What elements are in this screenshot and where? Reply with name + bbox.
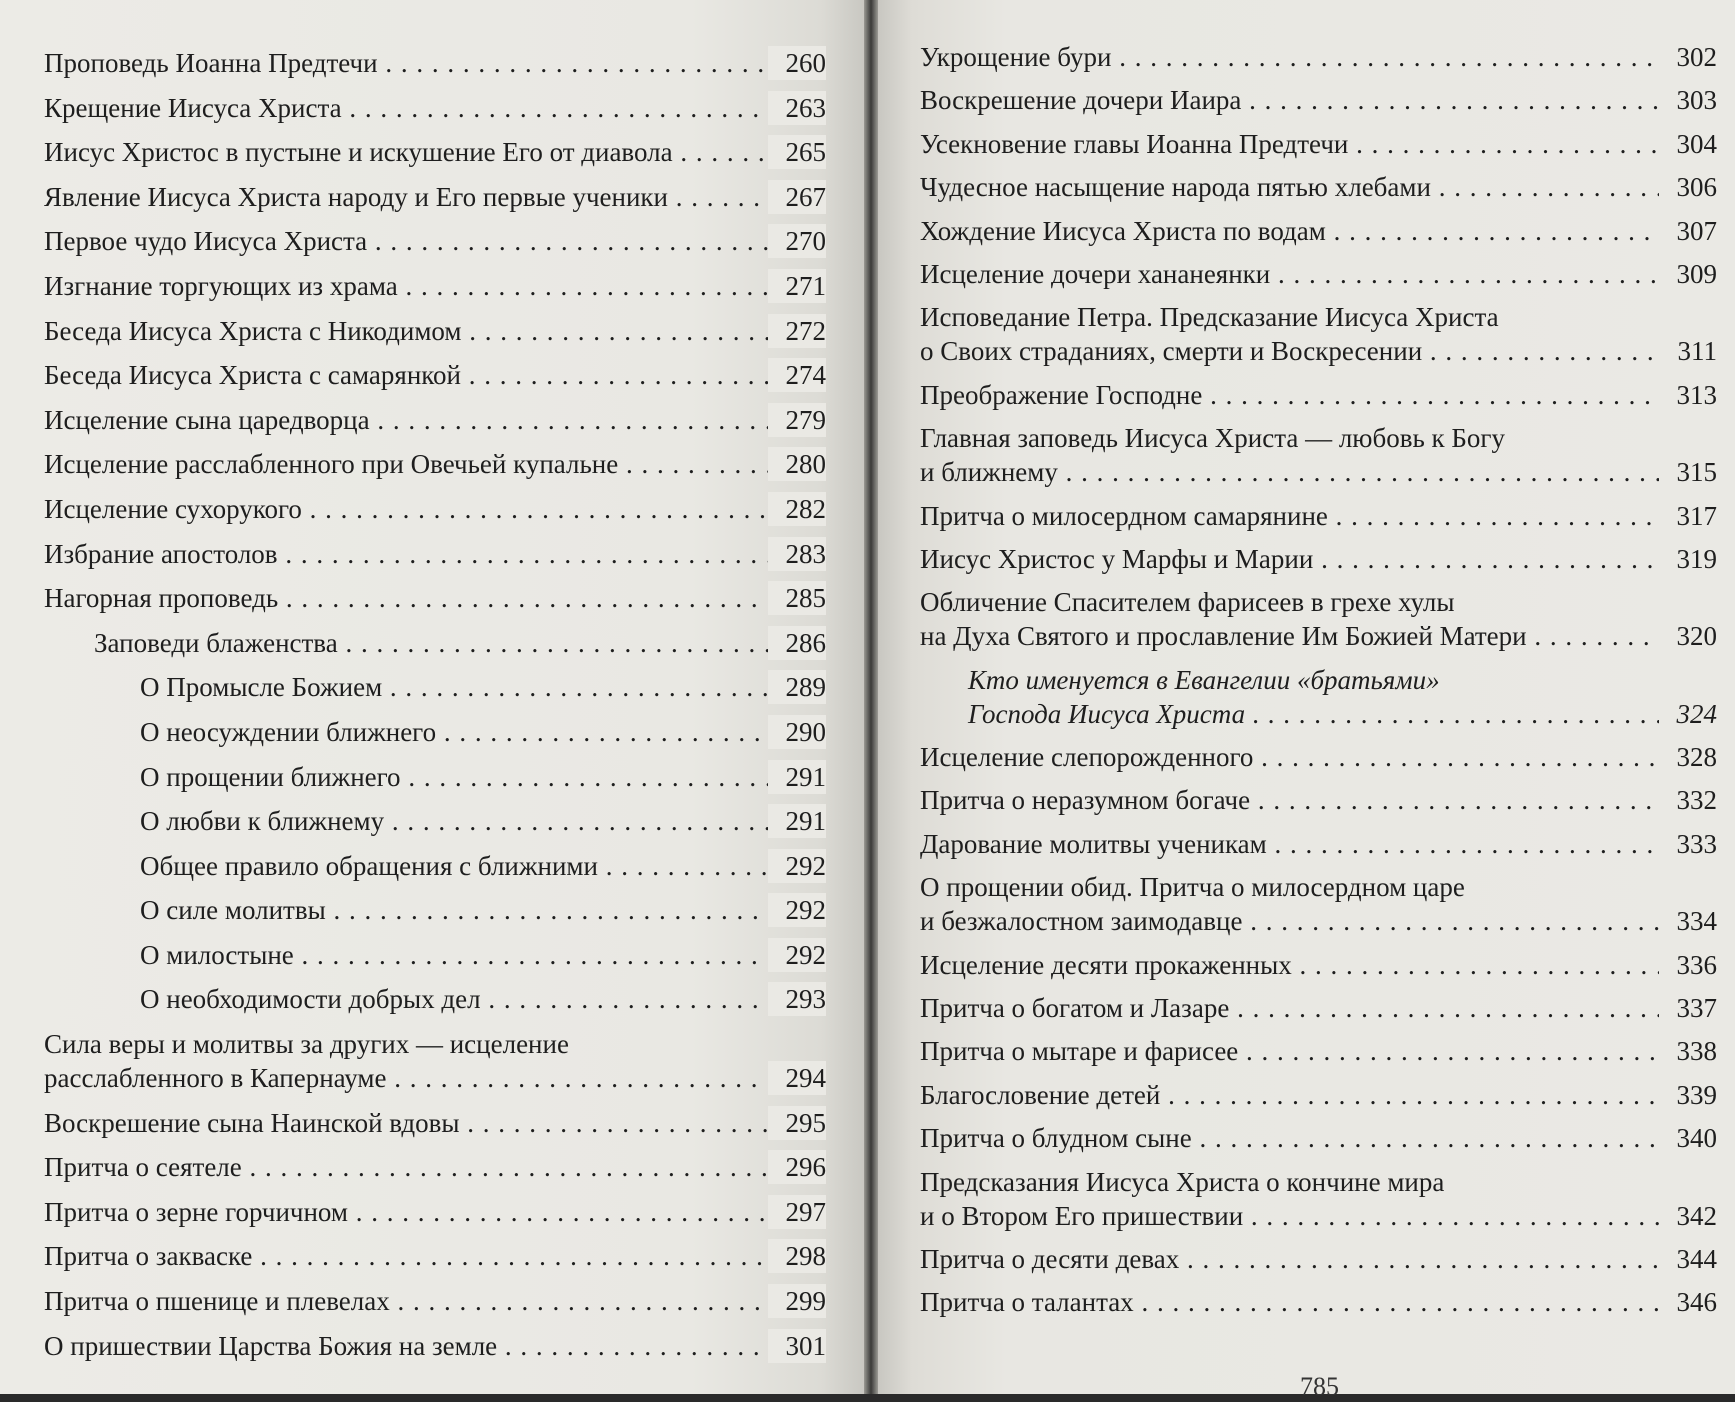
toc-entry [44, 1239, 826, 1273]
toc-page-number: 301 [768, 1329, 826, 1363]
book-gutter [864, 0, 878, 1394]
toc-entry-title-line: О прощении обид. Притча о милосердном царе [920, 872, 1465, 903]
toc-entry [920, 378, 1717, 412]
toc-entry-title: Общее правило обращения с ближними . . . [140, 849, 768, 883]
toc-entry-title: Исцеление расслабленного при Овечьей купальне . . . [44, 447, 768, 481]
toc-entry-title-line: Сила веры и молитвы за других — исцеление [44, 1029, 569, 1060]
toc-entry-title: О неосуждении ближнего . . . [140, 715, 768, 749]
toc-entry-title-line: Обличение Спасителем фарисеев в грехе хулы [920, 587, 1455, 618]
toc-entry-title: Первое чудо Иисуса Христа . . . [44, 224, 768, 258]
toc-entry [44, 403, 826, 437]
toc-entry-title: Притча о мытаре и фарисее . . . [920, 1034, 1659, 1068]
toc-entry-title: Притча о богатом и Лазаре . . . [920, 991, 1659, 1025]
toc-entry-title: о Своих страданиях, смерти и Воскресении . . . [920, 334, 1659, 368]
toc-entry-title: Притча о десяти девах . . . [920, 1242, 1659, 1276]
toc-page-number: 336 [1659, 948, 1717, 982]
toc-entry-title: Беседа Иисуса Христа с самарянкой . . . [44, 358, 768, 392]
toc-entry [920, 1285, 1717, 1319]
toc-entry-title: О необходимости добрых дел . . . [140, 982, 768, 1016]
toc-page-number: 271 [768, 269, 826, 303]
toc-entry [44, 1195, 826, 1229]
toc-entry-title: Исцеление слепорожденного . . . [920, 740, 1659, 774]
toc-page-number: 279 [768, 403, 826, 437]
toc-entry-title: Чудесное насыщение народа пятью хлебами . . . [920, 170, 1659, 204]
toc-page-number: 324 [1659, 697, 1717, 731]
toc-entry-title: Дарование молитвы ученикам . . . [920, 827, 1659, 861]
toc-page-number: 282 [768, 492, 826, 526]
toc-page-number: 302 [1659, 40, 1717, 74]
toc-entry-title: Беседа Иисуса Христа с Никодимом . . . [44, 314, 768, 348]
toc-page-number: 304 [1659, 127, 1717, 161]
toc-page-number: 263 [768, 91, 826, 125]
toc-page-number: 291 [768, 760, 826, 794]
toc-page-number: 317 [1659, 499, 1717, 533]
toc-page-number: 260 [768, 46, 826, 80]
toc-page-number: 280 [768, 447, 826, 481]
toc-entry [920, 257, 1717, 291]
toc-page-number: 270 [768, 224, 826, 258]
toc-entry [44, 1106, 826, 1140]
toc-page-number: 292 [768, 938, 826, 972]
toc-page-number: 297 [768, 1195, 826, 1229]
toc-entry-title: Воскрешение сына Наинской вдовы . . . [44, 1106, 768, 1140]
toc-entry [920, 1034, 1717, 1068]
toc-entry-title: Явление Иисуса Христа народу и Его первые ученики . . . [44, 180, 768, 214]
toc-entry [44, 358, 826, 392]
toc-entry [44, 893, 826, 927]
toc-entry-title: Укрощение бури . . . [920, 40, 1659, 74]
toc-entry-title: Иисус Христос у Марфы и Марии . . . [920, 542, 1659, 576]
toc-entry [44, 492, 826, 526]
toc-entry [44, 180, 826, 214]
toc-entry [44, 1027, 826, 1095]
toc-entry [44, 46, 826, 80]
toc-page-number: 298 [768, 1239, 826, 1273]
toc-page-number: 342 [1659, 1199, 1717, 1233]
toc-entry [920, 170, 1717, 204]
toc-entry-title: Преображение Господне . . . [920, 378, 1659, 412]
toc-page-number: 285 [768, 581, 826, 615]
toc-page-number: 267 [768, 180, 826, 214]
toc-entry [920, 421, 1717, 489]
toc-entry-title: Притча о зерне горчичном . . . [44, 1195, 768, 1229]
toc-entry [920, 83, 1717, 117]
toc-page-number: 290 [768, 715, 826, 749]
toc-entry-title: расслабленного в Капернауме . . . [44, 1061, 768, 1095]
toc-entry-title: и безжалостном заимодавце . . . [920, 904, 1659, 938]
toc-entry [44, 670, 826, 704]
toc-entry-title: и о Втором Его пришествии . . . [920, 1199, 1659, 1233]
toc-entry-title: О силе молитвы . . . [140, 893, 768, 927]
toc-entry [44, 715, 826, 749]
toc-entry [44, 314, 826, 348]
toc-entry-title: Усекновение главы Иоанна Предтечи . . . [920, 127, 1659, 161]
toc-entry [44, 91, 826, 125]
toc-entry [920, 1242, 1717, 1276]
toc-entry-title: Воскрешение дочери Иаира . . . [920, 83, 1659, 117]
toc-entry-title: Нагорная проповедь . . . [44, 581, 768, 615]
toc-page-number: 306 [1659, 170, 1717, 204]
toc-page-number: 313 [1659, 378, 1717, 412]
toc-entry-title: Исцеление сухорукого . . . [44, 492, 768, 526]
toc-entry-title: О милостыне . . . [140, 938, 768, 972]
toc-entry-title: Притча о сеятеле . . . [44, 1150, 768, 1184]
toc-page-number: 333 [1659, 827, 1717, 861]
toc-page-number: 346 [1659, 1285, 1717, 1319]
toc-entry-title: О прощении ближнего . . . [140, 760, 768, 794]
toc-entry-title: Притча о милосердном самарянине . . . [920, 499, 1659, 533]
toc-entry-title: О Промысле Божием . . . [140, 670, 768, 704]
table-of-contents-left [44, 46, 826, 1363]
toc-entry-title: Господа Иисуса Христа . . . [968, 697, 1659, 731]
toc-entry-title: Избрание апостолов . . . [44, 537, 768, 571]
toc-page-number: 274 [768, 358, 826, 392]
toc-entry [44, 581, 826, 615]
toc-entry-title: Притча о талантах . . . [920, 1285, 1659, 1319]
toc-entry [920, 1165, 1717, 1233]
toc-page-number: 289 [768, 670, 826, 704]
toc-entry [920, 300, 1717, 368]
toc-page-number: 338 [1659, 1034, 1717, 1068]
toc-page-number: 265 [768, 135, 826, 169]
toc-entry [920, 499, 1717, 533]
toc-entry [920, 40, 1717, 74]
toc-entry [44, 804, 826, 838]
toc-page-number: 293 [768, 982, 826, 1016]
toc-page-number: 340 [1659, 1121, 1717, 1155]
toc-entry [920, 663, 1717, 731]
toc-page-number: 292 [768, 849, 826, 883]
toc-entry-title: Исцеление сына царедворца . . . [44, 403, 768, 437]
toc-page-number: 344 [1659, 1242, 1717, 1276]
toc-entry-title: Заповеди блаженства . . . [94, 626, 768, 660]
toc-page-number: 283 [768, 537, 826, 571]
toc-entry [920, 948, 1717, 982]
toc-entry [44, 269, 826, 303]
toc-entry [920, 827, 1717, 861]
toc-entry-title-line: Кто именуется в Евангелии «братьями» [968, 664, 1440, 695]
toc-entry-title: Изгнание торгующих из храма . . . [44, 269, 768, 303]
toc-entry-title-line: Предсказания Иисуса Христа о кончине мира [920, 1166, 1445, 1197]
toc-page-number: 299 [768, 1284, 826, 1318]
toc-entry [44, 626, 826, 660]
toc-page-number: 303 [1659, 83, 1717, 117]
right-page [878, 0, 1735, 1394]
toc-page-number: 272 [768, 314, 826, 348]
toc-entry-title: и ближнему . . . [920, 455, 1659, 489]
toc-entry [920, 1078, 1717, 1112]
toc-entry [44, 135, 826, 169]
page-number-folio: 785 [1300, 1372, 1339, 1401]
toc-entry-title: Притча о пшенице и плевелах . . . [44, 1284, 768, 1318]
toc-entry-title: Проповедь Иоанна Предтечи . . . [44, 46, 768, 80]
toc-entry [44, 938, 826, 972]
toc-entry-title: Исцеление дочери хананеянки . . . [920, 257, 1659, 291]
toc-entry [920, 542, 1717, 576]
toc-entry-title: О любви к ближнему . . . [140, 804, 768, 838]
toc-entry [920, 1121, 1717, 1155]
toc-page-number: 294 [768, 1061, 826, 1095]
toc-page-number: 309 [1659, 257, 1717, 291]
toc-entry-title: Притча о закваске . . . [44, 1239, 768, 1273]
toc-entry [44, 447, 826, 481]
toc-entry [920, 585, 1717, 653]
toc-entry-title: Благословение детей . . . [920, 1078, 1659, 1112]
toc-page-number: 295 [768, 1106, 826, 1140]
toc-entry [44, 982, 826, 1016]
toc-entry-title: Притча о блудном сыне . . . [920, 1121, 1659, 1155]
toc-page-number: 339 [1659, 1078, 1717, 1112]
toc-entry [920, 127, 1717, 161]
toc-entry-title: Иисус Христос в пустыне и искушение Его от диавола . . . [44, 135, 768, 169]
toc-page-number: 315 [1659, 455, 1717, 489]
toc-entry-title: Исцеление десяти прокаженных . . . [920, 948, 1659, 982]
table-of-contents-right [920, 40, 1717, 1319]
toc-entry-title: на Духа Святого и прославление Им Божией Матери . . . [920, 619, 1659, 653]
toc-entry [920, 214, 1717, 248]
toc-entry-title: Притча о неразумном богаче . . . [920, 783, 1659, 817]
toc-entry-title: Хождение Иисуса Христа по водам . . . [920, 214, 1659, 248]
toc-entry [44, 1150, 826, 1184]
toc-entry-title-line: Главная заповедь Иисуса Христа — любовь к Богу [920, 423, 1505, 454]
toc-entry-title: Крещение Иисуса Христа . . . [44, 91, 768, 125]
toc-page-number: 328 [1659, 740, 1717, 774]
toc-page-number: 291 [768, 804, 826, 838]
toc-page-number: 311 [1659, 334, 1717, 368]
toc-page-number: 334 [1659, 904, 1717, 938]
left-page [0, 0, 864, 1394]
toc-page-number: 307 [1659, 214, 1717, 248]
toc-entry [44, 1284, 826, 1318]
toc-page-number: 320 [1659, 619, 1717, 653]
toc-entry [920, 740, 1717, 774]
toc-page-number: 337 [1659, 991, 1717, 1025]
toc-entry-title: О пришествии Царства Божия на земле . . . [44, 1329, 768, 1363]
toc-entry [920, 783, 1717, 817]
toc-entry [44, 760, 826, 794]
toc-page-number: 286 [768, 626, 826, 660]
toc-entry [44, 849, 826, 883]
toc-entry [44, 537, 826, 571]
toc-entry-title-line: Исповедание Петра. Предсказание Иисуса Христа [920, 302, 1499, 333]
toc-entry [44, 224, 826, 258]
toc-page-number: 296 [768, 1150, 826, 1184]
toc-entry [44, 1329, 826, 1363]
toc-page-number: 332 [1659, 783, 1717, 817]
toc-entry [920, 991, 1717, 1025]
toc-entry [920, 870, 1717, 938]
toc-page-number: 292 [768, 893, 826, 927]
toc-page-number: 319 [1659, 542, 1717, 576]
